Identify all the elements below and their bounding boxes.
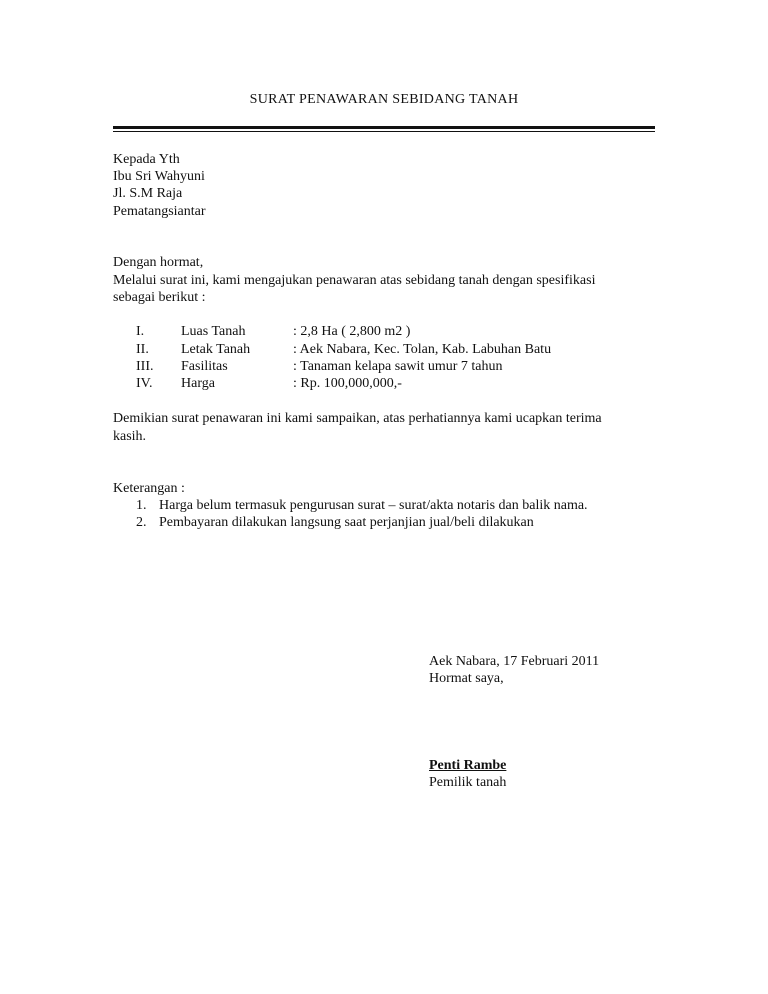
recipient-line: Kepada Yth	[113, 152, 180, 167]
spec-number: II.	[136, 342, 149, 357]
document-title: SURAT PENAWARAN SEBIDANG TANAH	[249, 92, 519, 107]
note-number: 2.	[136, 515, 147, 530]
salutation: Hormat saya,	[429, 671, 504, 686]
spec-value: : Tanaman kelapa sawit umur 7 tahun	[293, 359, 503, 374]
spec-value: : 2,8 Ha ( 2,800 m2 )	[293, 324, 411, 339]
signatory-name: Penti Rambe	[429, 758, 507, 773]
recipient-line: Ibu Sri Wahyuni	[113, 169, 205, 184]
spec-label: Letak Tanah	[181, 342, 251, 357]
place-date: Aek Nabara, 17 Februari 2011	[429, 654, 600, 669]
spec-number: IV.	[136, 376, 153, 391]
spec-label: Luas Tanah	[181, 324, 246, 339]
spec-number: III.	[136, 359, 154, 374]
intro-paragraph-cont: sebagai berikut :	[113, 290, 206, 305]
recipient-line: Jl. S.M Raja	[113, 186, 183, 201]
spec-value: : Rp. 100,000,000,-	[293, 376, 402, 391]
note-text: Harga belum termasuk pengurusan surat – surat/akta notaris dan balik nama.	[159, 498, 588, 513]
recipient-line: Pematangsiantar	[113, 204, 206, 219]
spec-value: : Aek Nabara, Kec. Tolan, Kab. Labuhan Batu	[293, 342, 552, 357]
spec-label: Fasilitas	[181, 359, 228, 374]
title-divider-thick	[113, 126, 655, 129]
intro-paragraph: Melalui surat ini, kami mengajukan penawaran atas sebidang tanah dengan spesifikasi	[113, 273, 596, 288]
note-number: 1.	[136, 498, 147, 513]
notes-heading: Keterangan :	[113, 481, 185, 496]
closing-paragraph-cont: kasih.	[113, 429, 147, 444]
note-text: Pembayaran dilakukan langsung saat perjanjian jual/beli dilakukan	[159, 515, 534, 530]
spec-number: I.	[136, 324, 145, 339]
closing-paragraph: Demikian surat penawaran ini kami sampaikan, atas perhatiannya kami ucapkan terima	[113, 411, 602, 426]
greeting: Dengan hormat,	[113, 255, 204, 270]
signatory-role: Pemilik tanah	[429, 775, 507, 790]
title-divider-thin	[113, 131, 655, 132]
spec-label: Harga	[181, 376, 215, 391]
